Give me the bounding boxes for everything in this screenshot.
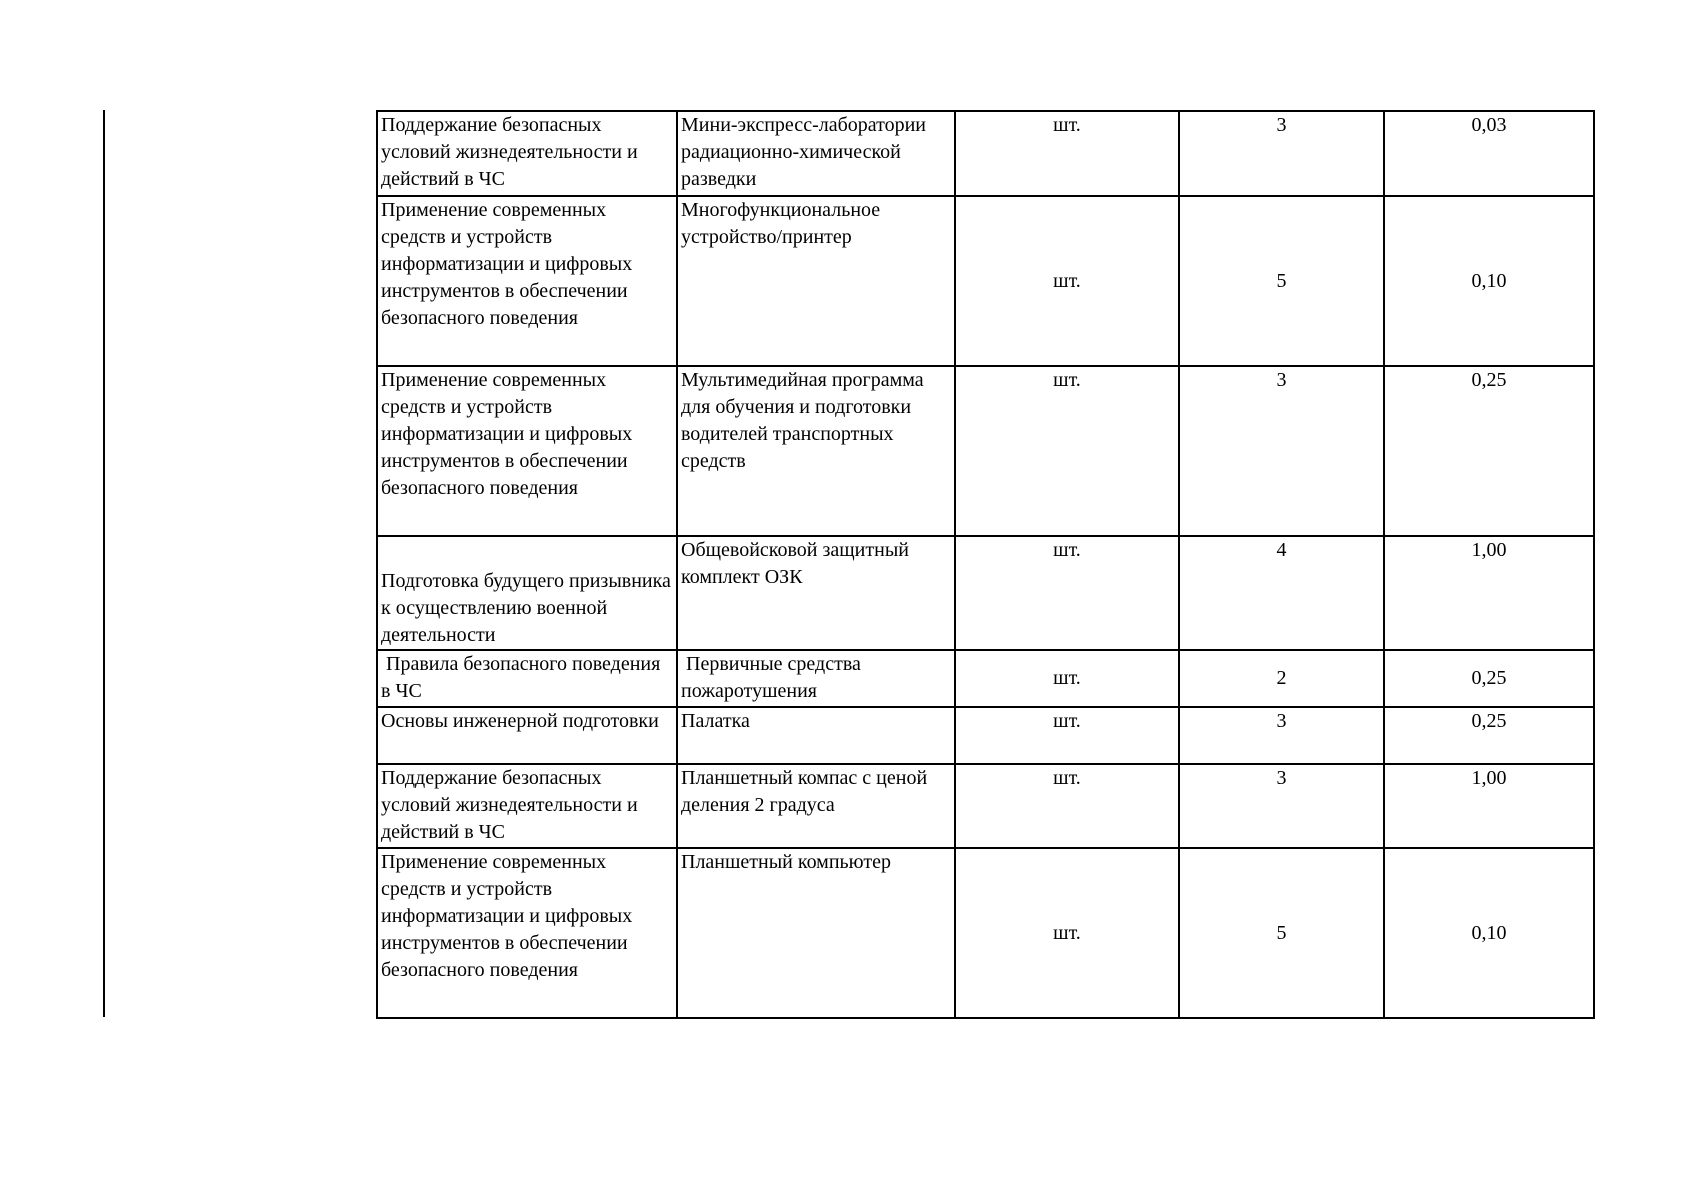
quantity-cell: 3 [1179, 111, 1384, 196]
unit-cell: шт. [955, 764, 1179, 848]
quantity-cell: 3 [1179, 366, 1384, 536]
item-cell: Первичные средства пожаротушения [677, 650, 955, 707]
table-row [377, 707, 1594, 764]
table-row [377, 650, 1594, 707]
topic-cell: Правила безопасного поведения в ЧС [377, 650, 677, 707]
unit-cell: шт. [955, 366, 1179, 536]
equipment-table [376, 110, 1595, 1019]
item-cell: Многофункциональное устройство/принтер [677, 196, 955, 366]
quantity-cell: 4 [1179, 536, 1384, 650]
table-row [377, 848, 1594, 1018]
item-cell: Планшетный компьютер [677, 848, 955, 1018]
topic-cell: Подготовка будущего призывника к осуществлению военной деятельности [377, 536, 677, 650]
item-cell: Мультимедийная программа для обучения и подготовки водителей транспортных средств [677, 366, 955, 536]
value-cell: 0,10 [1384, 848, 1594, 1018]
quantity-cell: 2 [1179, 650, 1384, 707]
item-cell: Планшетный компас с ценой деления 2 градуса [677, 764, 955, 848]
value-cell: 0,10 [1384, 196, 1594, 366]
item-cell: Мини-экспресс-лаборатории радиационно-химической разведки [677, 111, 955, 196]
unit-cell: шт. [955, 196, 1179, 366]
item-cell: Общевойсковой защитный комплект ОЗК [677, 536, 955, 650]
quantity-cell: 3 [1179, 707, 1384, 764]
quantity-cell: 5 [1179, 196, 1384, 366]
value-cell: 0,25 [1384, 366, 1594, 536]
topic-cell: Поддержание безопасных условий жизнедеятельности и действий в ЧС [377, 764, 677, 848]
unit-cell: шт. [955, 650, 1179, 707]
unit-cell: шт. [955, 536, 1179, 650]
topic-cell: Применение современных средств и устройств информатизации и цифровых инструментов в обеспечении безопасного поведения [377, 196, 677, 366]
value-cell: 1,00 [1384, 764, 1594, 848]
margin-rule [103, 110, 105, 1017]
topic-cell: Применение современных средств и устройств информатизации и цифровых инструментов в обеспечении безопасного поведения [377, 366, 677, 536]
topic-cell: Применение современных средств и устройств информатизации и цифровых инструментов в обеспечении безопасного поведения [377, 848, 677, 1018]
unit-cell: шт. [955, 848, 1179, 1018]
value-cell: 1,00 [1384, 536, 1594, 650]
value-cell: 0,25 [1384, 650, 1594, 707]
item-cell: Палатка [677, 707, 955, 764]
quantity-cell: 5 [1179, 848, 1384, 1018]
table-row [377, 764, 1594, 848]
table-row [377, 536, 1594, 650]
unit-cell: шт. [955, 707, 1179, 764]
topic-cell: Основы инженерной подготовки [377, 707, 677, 764]
table-row [377, 366, 1594, 536]
unit-cell: шт. [955, 111, 1179, 196]
quantity-cell: 3 [1179, 764, 1384, 848]
table-row [377, 111, 1594, 196]
topic-cell: Поддержание безопасных условий жизнедеятельности и действий в ЧС [377, 111, 677, 196]
value-cell: 0,03 [1384, 111, 1594, 196]
value-cell: 0,25 [1384, 707, 1594, 764]
table-row [377, 196, 1594, 366]
